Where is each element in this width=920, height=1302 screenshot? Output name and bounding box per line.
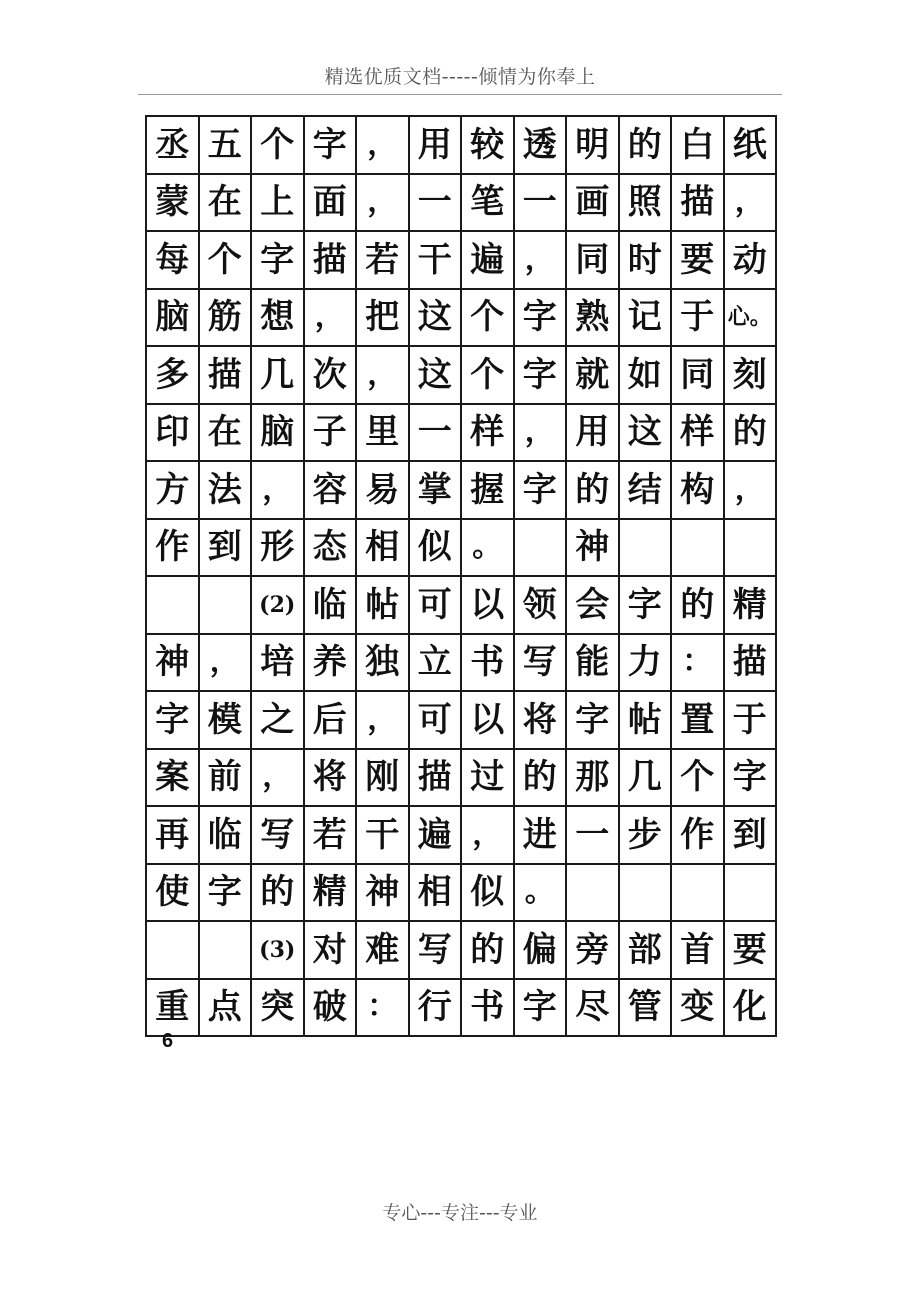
grid-cell: 脑 <box>252 405 305 463</box>
grid-cell: 相 <box>410 865 463 923</box>
grid-cell: 点 <box>200 980 253 1038</box>
grid-cell: 精 <box>725 577 778 635</box>
grid-cell: ， <box>357 175 410 233</box>
grid-cell: 明 <box>567 117 620 175</box>
grid-cell: 个 <box>462 347 515 405</box>
grid-cell: 写 <box>252 807 305 865</box>
grid-cell: 尽 <box>567 980 620 1038</box>
grid-cell: 字 <box>147 692 200 750</box>
grid-cell: 丞 <box>147 117 200 175</box>
grid-row <box>147 347 777 405</box>
grid-cell: 后 <box>305 692 358 750</box>
grid-cell: 写 <box>410 922 463 980</box>
grid-cell: 在 <box>200 405 253 463</box>
page-number: 6 <box>162 1030 174 1052</box>
grid-cell: 上 <box>252 175 305 233</box>
grid-cell: 突 <box>252 980 305 1038</box>
grid-cell: 这 <box>410 347 463 405</box>
grid-cell: 相 <box>357 520 410 578</box>
grid-cell: 独 <box>357 635 410 693</box>
grid-cell: 前 <box>200 750 253 808</box>
grid-row <box>147 750 777 808</box>
grid-cell: 这 <box>620 405 673 463</box>
grid-cell: 进 <box>515 807 568 865</box>
grid-row <box>147 692 777 750</box>
grid-cell: 个 <box>672 750 725 808</box>
grid-cell: 遍 <box>462 232 515 290</box>
grid-cell: 精 <box>305 865 358 923</box>
grid-cell: 字 <box>515 980 568 1038</box>
grid-cell: 可 <box>410 577 463 635</box>
grid-cell: 神 <box>357 865 410 923</box>
grid-cell: 五 <box>200 117 253 175</box>
grid-cell: 临 <box>305 577 358 635</box>
grid-cell: 领 <box>515 577 568 635</box>
grid-cell: 次 <box>305 347 358 405</box>
grid-cell: 用 <box>567 405 620 463</box>
grid-cell: 把 <box>357 290 410 348</box>
grid-cell: 书 <box>462 635 515 693</box>
grid-cell: 作 <box>147 520 200 578</box>
grid-cell: 对 <box>305 922 358 980</box>
header-rule <box>138 94 782 95</box>
grid-row <box>147 175 777 233</box>
grid-cell: 每 <box>147 232 200 290</box>
grid-cell: 重 <box>147 980 200 1038</box>
grid-cell: 旁 <box>567 922 620 980</box>
grid-cell: 掌 <box>410 462 463 520</box>
grid-cell: 描 <box>200 347 253 405</box>
grid-cell: 的 <box>620 117 673 175</box>
grid-cell: 的 <box>672 577 725 635</box>
grid-cell: 力 <box>620 635 673 693</box>
grid-cell: 似 <box>462 865 515 923</box>
grid-cell: 容 <box>305 462 358 520</box>
grid-cell: 可 <box>410 692 463 750</box>
grid-cell <box>672 520 725 578</box>
grid-cell: 案 <box>147 750 200 808</box>
grid-cell: 能 <box>567 635 620 693</box>
grid-cell <box>200 577 253 635</box>
grid-cell: 书 <box>462 980 515 1038</box>
grid-cell: 描 <box>305 232 358 290</box>
page-footer: 专心---专注---专业 <box>382 1202 538 1224</box>
grid-cell: 偏 <box>515 922 568 980</box>
grid-row <box>147 807 777 865</box>
grid-cell: 同 <box>567 232 620 290</box>
grid-cell: 字 <box>620 577 673 635</box>
grid-cell <box>672 865 725 923</box>
grid-cell: 再 <box>147 807 200 865</box>
grid-cell: 干 <box>410 232 463 290</box>
grid-cell: 想 <box>252 290 305 348</box>
grid-cell: 多 <box>147 347 200 405</box>
grid-cell: 握 <box>462 462 515 520</box>
grid-cell: 在 <box>200 175 253 233</box>
grid-cell: 字 <box>515 290 568 348</box>
grid-cell: 将 <box>305 750 358 808</box>
grid-cell: ， <box>515 232 568 290</box>
grid-cell: 到 <box>725 807 778 865</box>
grid-cell: 里 <box>357 405 410 463</box>
grid-cell: 要 <box>672 232 725 290</box>
grid-cell: 帖 <box>357 577 410 635</box>
grid-row <box>147 232 777 290</box>
grid-cell: 构 <box>672 462 725 520</box>
grid-cell: (3) <box>252 922 305 980</box>
grid-cell: 字 <box>305 117 358 175</box>
grid-cell: 之 <box>252 692 305 750</box>
grid-cell: 会 <box>567 577 620 635</box>
grid-row <box>147 405 777 463</box>
grid-cell: ， <box>725 462 778 520</box>
grid-cell: ， <box>357 117 410 175</box>
grid-row <box>147 520 777 578</box>
grid-cell: ， <box>252 462 305 520</box>
grid-cell: 样 <box>462 405 515 463</box>
grid-cell: 字 <box>567 692 620 750</box>
grid-cell: 。 <box>462 520 515 578</box>
grid-row <box>147 577 777 635</box>
grid-cell <box>567 865 620 923</box>
grid-cell: 字 <box>725 750 778 808</box>
grid-cell: 到 <box>200 520 253 578</box>
grid-row <box>147 290 777 348</box>
grid-cell: 步 <box>620 807 673 865</box>
grid-cell: 立 <box>410 635 463 693</box>
grid-row <box>147 117 777 175</box>
grid-cell <box>620 520 673 578</box>
grid-cell: ： <box>672 635 725 693</box>
grid-cell: 作 <box>672 807 725 865</box>
grid-cell: 几 <box>252 347 305 405</box>
grid-cell: 结 <box>620 462 673 520</box>
grid-cell: 要 <box>725 922 778 980</box>
grid-cell: 个 <box>252 117 305 175</box>
practice-grid <box>145 115 777 1037</box>
grid-cell: 于 <box>672 290 725 348</box>
grid-cell: 神 <box>567 520 620 578</box>
grid-cell: 就 <box>567 347 620 405</box>
grid-cell: 管 <box>620 980 673 1038</box>
grid-cell: 养 <box>305 635 358 693</box>
grid-cell: 变 <box>672 980 725 1038</box>
grid-cell: 个 <box>462 290 515 348</box>
grid-cell: 字 <box>515 347 568 405</box>
grid-cell: 这 <box>410 290 463 348</box>
grid-cell: 同 <box>672 347 725 405</box>
grid-cell: 临 <box>200 807 253 865</box>
grid-cell: 于 <box>725 692 778 750</box>
grid-cell: 记 <box>620 290 673 348</box>
grid-cell: 态 <box>305 520 358 578</box>
grid-row <box>147 635 777 693</box>
grid-cell: 较 <box>462 117 515 175</box>
grid-cell: 神 <box>147 635 200 693</box>
grid-cell: 描 <box>410 750 463 808</box>
grid-cell: 化 <box>725 980 778 1038</box>
grid-row <box>147 922 777 980</box>
grid-cell: 以 <box>462 577 515 635</box>
grid-cell: 子 <box>305 405 358 463</box>
page-header: 精选优质文档-----倾情为你奉上 <box>324 66 596 88</box>
grid-cell: 字 <box>515 462 568 520</box>
grid-cell: 部 <box>620 922 673 980</box>
grid-cell: 的 <box>462 922 515 980</box>
grid-cell: 的 <box>725 405 778 463</box>
grid-cell: 画 <box>567 175 620 233</box>
grid-cell: 脑 <box>147 290 200 348</box>
grid-cell: ， <box>462 807 515 865</box>
grid-cell: ， <box>357 347 410 405</box>
grid-cell: ， <box>252 750 305 808</box>
grid-cell: 的 <box>515 750 568 808</box>
grid-cell: 干 <box>357 807 410 865</box>
grid-cell <box>620 865 673 923</box>
grid-cell: 若 <box>357 232 410 290</box>
grid-cell: 培 <box>252 635 305 693</box>
grid-cell: ， <box>725 175 778 233</box>
grid-cell: 一 <box>515 175 568 233</box>
grid-cell: 遍 <box>410 807 463 865</box>
grid-cell: 透 <box>515 117 568 175</box>
grid-cell <box>515 520 568 578</box>
grid-cell: 照 <box>620 175 673 233</box>
grid-cell: 破 <box>305 980 358 1038</box>
grid-cell: ， <box>200 635 253 693</box>
grid-cell <box>147 577 200 635</box>
grid-cell: ， <box>515 405 568 463</box>
grid-cell: 那 <box>567 750 620 808</box>
grid-cell: 模 <box>200 692 253 750</box>
grid-cell: 过 <box>462 750 515 808</box>
grid-cell: 似 <box>410 520 463 578</box>
grid-cell: 刻 <box>725 347 778 405</box>
grid-row <box>147 462 777 520</box>
grid-cell: 方 <box>147 462 200 520</box>
grid-cell: 动 <box>725 232 778 290</box>
grid-cell: 的 <box>567 462 620 520</box>
grid-cell: 时 <box>620 232 673 290</box>
grid-cell: ： <box>357 980 410 1038</box>
grid-cell: 以 <box>462 692 515 750</box>
grid-cell: 印 <box>147 405 200 463</box>
grid-cell: 熟 <box>567 290 620 348</box>
grid-cell: 使 <box>147 865 200 923</box>
grid-cell: 面 <box>305 175 358 233</box>
grid-cell: 纸 <box>725 117 778 175</box>
grid-cell: 。 <box>515 865 568 923</box>
grid-cell: (2) <box>252 577 305 635</box>
grid-cell: 描 <box>672 175 725 233</box>
grid-cell <box>147 922 200 980</box>
grid-cell: 易 <box>357 462 410 520</box>
grid-cell: 白 <box>672 117 725 175</box>
grid-cell: 如 <box>620 347 673 405</box>
grid-cell: 首 <box>672 922 725 980</box>
grid-cell: 字 <box>200 865 253 923</box>
grid-cell: 筋 <box>200 290 253 348</box>
grid-cell: 刚 <box>357 750 410 808</box>
grid-cell: 法 <box>200 462 253 520</box>
grid-cell: ， <box>305 290 358 348</box>
grid-cell: 蒙 <box>147 175 200 233</box>
grid-cell <box>725 520 778 578</box>
grid-cell: 难 <box>357 922 410 980</box>
grid-cell: 几 <box>620 750 673 808</box>
grid-cell: 笔 <box>462 175 515 233</box>
grid-cell <box>725 865 778 923</box>
grid-row <box>147 980 777 1038</box>
grid-cell: 一 <box>410 175 463 233</box>
grid-cell: 描 <box>725 635 778 693</box>
grid-cell: 个 <box>200 232 253 290</box>
grid-cell: 的 <box>252 865 305 923</box>
grid-cell: 样 <box>672 405 725 463</box>
grid-cell: 用 <box>410 117 463 175</box>
grid-cell: 帖 <box>620 692 673 750</box>
grid-cell: 形 <box>252 520 305 578</box>
grid-cell: 一 <box>567 807 620 865</box>
grid-row <box>147 865 777 923</box>
grid-cell: ， <box>357 692 410 750</box>
grid-cell <box>200 922 253 980</box>
grid-cell: 将 <box>515 692 568 750</box>
grid-cell: 写 <box>515 635 568 693</box>
grid-cell: 心。 <box>725 290 778 348</box>
grid-cell: 一 <box>410 405 463 463</box>
grid-cell: 置 <box>672 692 725 750</box>
grid-cell: 若 <box>305 807 358 865</box>
grid-cell: 字 <box>252 232 305 290</box>
grid-cell: 行 <box>410 980 463 1038</box>
